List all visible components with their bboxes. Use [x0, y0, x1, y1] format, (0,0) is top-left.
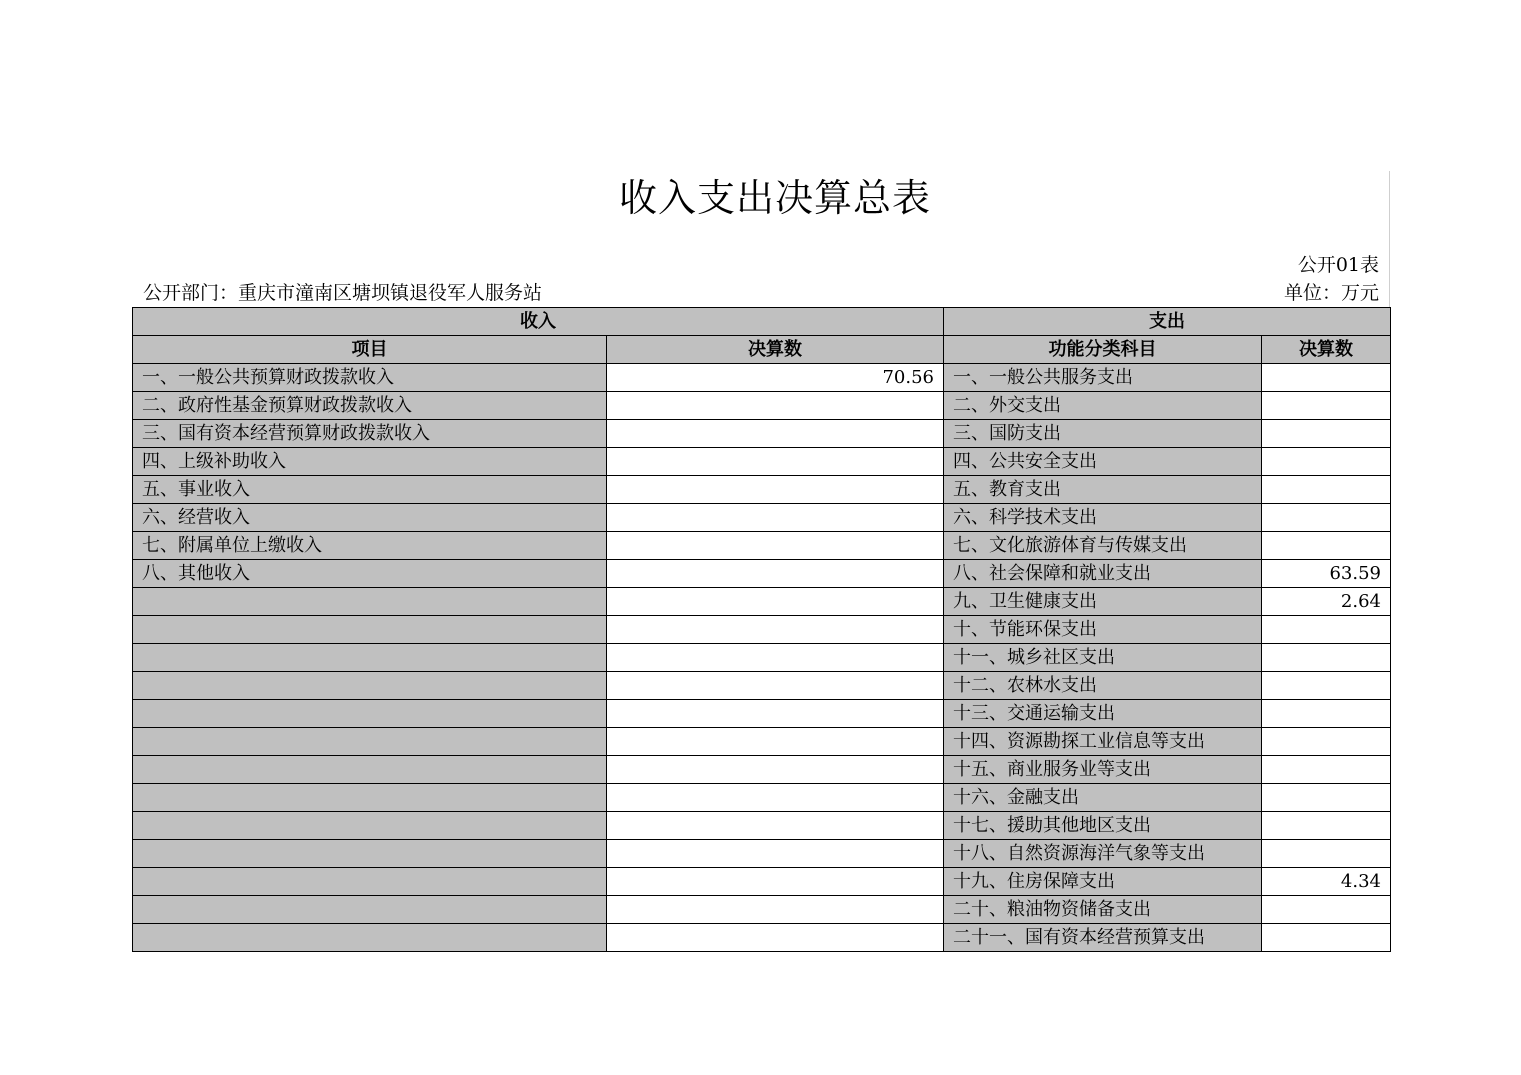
income-amount-cell	[607, 840, 944, 868]
income-amount-cell	[607, 476, 944, 504]
unit-label: 单位：万元	[1283, 282, 1379, 304]
income-item-cell: 五、事业收入	[133, 476, 607, 504]
table-row	[133, 448, 1391, 476]
income-item-cell: 三、国有资本经营预算财政拨款收入	[133, 420, 607, 448]
expense-item-cell: 二十一、国有资本经营预算支出	[944, 924, 1262, 952]
table-row	[133, 812, 1391, 840]
table-row	[133, 364, 1391, 392]
expense-amount-cell	[1262, 700, 1391, 728]
table-row	[133, 896, 1391, 924]
table-row	[133, 532, 1391, 560]
income-amount-cell	[607, 448, 944, 476]
income-amount-cell: 70.56	[607, 364, 944, 392]
expense-item-cell: 九、卫生健康支出	[944, 588, 1262, 616]
expense-item-cell: 十八、自然资源海洋气象等支出	[944, 840, 1262, 868]
income-amount-cell	[607, 896, 944, 924]
expense-item-cell: 十七、援助其他地区支出	[944, 812, 1262, 840]
income-amount-cell	[607, 672, 944, 700]
income-item-cell: 七、附属单位上缴收入	[133, 532, 607, 560]
income-amount-cell	[607, 868, 944, 896]
table-row	[133, 420, 1391, 448]
expense-item-cell: 十、节能环保支出	[944, 616, 1262, 644]
expense-amount-cell	[1262, 504, 1391, 532]
income-item-cell	[133, 812, 607, 840]
income-item-cell: 一、一般公共预算财政拨款收入	[133, 364, 607, 392]
expense-amount-cell	[1262, 616, 1391, 644]
expense-item-cell: 二十、粮油物资储备支出	[944, 896, 1262, 924]
column-header-row	[133, 336, 1391, 364]
income-amount-cell	[607, 700, 944, 728]
table-row	[133, 588, 1391, 616]
expense-item-cell: 十九、住房保障支出	[944, 868, 1262, 896]
expense-amount-cell	[1262, 756, 1391, 784]
expense-item-cell: 五、教育支出	[944, 476, 1262, 504]
income-amount-cell	[607, 392, 944, 420]
expense-amount-cell	[1262, 448, 1391, 476]
income-amount-cell	[607, 728, 944, 756]
expense-amount-cell: 63.59	[1262, 560, 1391, 588]
table-row	[133, 672, 1391, 700]
table-row	[133, 504, 1391, 532]
expense-amount-cell	[1262, 392, 1391, 420]
expense-amount-cell	[1262, 476, 1391, 504]
income-item-cell	[133, 756, 607, 784]
income-item-cell	[133, 784, 607, 812]
expense-item-cell: 八、社会保障和就业支出	[944, 560, 1262, 588]
income-amount-cell	[607, 756, 944, 784]
income-item-cell	[133, 672, 607, 700]
income-item-cell	[133, 896, 607, 924]
expense-amount-cell	[1262, 812, 1391, 840]
income-item-cell	[133, 728, 607, 756]
income-item-cell	[133, 700, 607, 728]
expense-amount-cell	[1262, 924, 1391, 952]
table-row	[133, 560, 1391, 588]
income-amount-cell	[607, 560, 944, 588]
income-amount-cell	[607, 784, 944, 812]
expense-amount-cell: 2.64	[1262, 588, 1391, 616]
expense-item-cell: 十五、商业服务业等支出	[944, 756, 1262, 784]
income-item-cell	[133, 588, 607, 616]
table-row	[133, 700, 1391, 728]
table-row	[133, 392, 1391, 420]
table-number: 公开01表	[1297, 254, 1379, 276]
table-row	[133, 868, 1391, 896]
expense-amount-cell	[1262, 364, 1391, 392]
expense-item-cell: 十二、农林水支出	[944, 672, 1262, 700]
income-item-cell	[133, 868, 607, 896]
expense-item-header: 功能分类科目	[944, 336, 1262, 364]
expense-amount-header: 决算数	[1262, 336, 1391, 364]
page-title: 收入支出决算总表	[618, 176, 931, 220]
income-amount-cell	[607, 504, 944, 532]
expense-item-cell: 二、外交支出	[944, 392, 1262, 420]
group-header-row	[133, 308, 1391, 336]
income-group-header: 收入	[133, 308, 944, 336]
department-label: 公开部门：重庆市潼南区塘坝镇退役军人服务站	[143, 282, 543, 304]
expense-amount-cell	[1262, 420, 1391, 448]
income-item-cell	[133, 616, 607, 644]
income-item-header: 项目	[133, 336, 607, 364]
income-amount-cell	[607, 812, 944, 840]
expense-item-cell: 十六、金融支出	[944, 784, 1262, 812]
expense-item-cell: 七、文化旅游体育与传媒支出	[944, 532, 1262, 560]
expense-amount-cell	[1262, 532, 1391, 560]
income-item-cell	[133, 644, 607, 672]
expense-amount-cell	[1262, 896, 1391, 924]
expense-item-cell: 十三、交通运输支出	[944, 700, 1262, 728]
income-item-cell: 八、其他收入	[133, 560, 607, 588]
income-item-cell: 六、经营收入	[133, 504, 607, 532]
income-amount-cell	[607, 616, 944, 644]
table-row	[133, 476, 1391, 504]
income-amount-cell	[607, 644, 944, 672]
expense-item-cell: 一、一般公共服务支出	[944, 364, 1262, 392]
expense-amount-cell	[1262, 644, 1391, 672]
table-body	[133, 364, 1391, 952]
expense-amount-cell	[1262, 672, 1391, 700]
expense-group-header: 支出	[944, 308, 1391, 336]
table-row	[133, 784, 1391, 812]
expense-amount-cell	[1262, 784, 1391, 812]
table-row	[133, 756, 1391, 784]
income-amount-cell	[607, 420, 944, 448]
table-row	[133, 644, 1391, 672]
income-amount-cell	[607, 588, 944, 616]
expense-item-cell: 三、国防支出	[944, 420, 1262, 448]
expense-item-cell: 四、公共安全支出	[944, 448, 1262, 476]
income-item-cell: 二、政府性基金预算财政拨款收入	[133, 392, 607, 420]
income-amount-cell	[607, 924, 944, 952]
income-expense-table	[132, 307, 1391, 952]
expense-amount-cell: 4.34	[1262, 868, 1391, 896]
expense-amount-cell	[1262, 728, 1391, 756]
income-amount-header: 决算数	[607, 336, 944, 364]
income-item-cell	[133, 924, 607, 952]
table-row	[133, 728, 1391, 756]
table-row	[133, 840, 1391, 868]
table-row	[133, 924, 1391, 952]
income-item-cell: 四、上级补助收入	[133, 448, 607, 476]
table-row	[133, 616, 1391, 644]
expense-amount-cell	[1262, 840, 1391, 868]
income-amount-cell	[607, 532, 944, 560]
expense-item-cell: 十四、资源勘探工业信息等支出	[944, 728, 1262, 756]
income-item-cell	[133, 840, 607, 868]
expense-item-cell: 六、科学技术支出	[944, 504, 1262, 532]
expense-item-cell: 十一、城乡社区支出	[944, 644, 1262, 672]
